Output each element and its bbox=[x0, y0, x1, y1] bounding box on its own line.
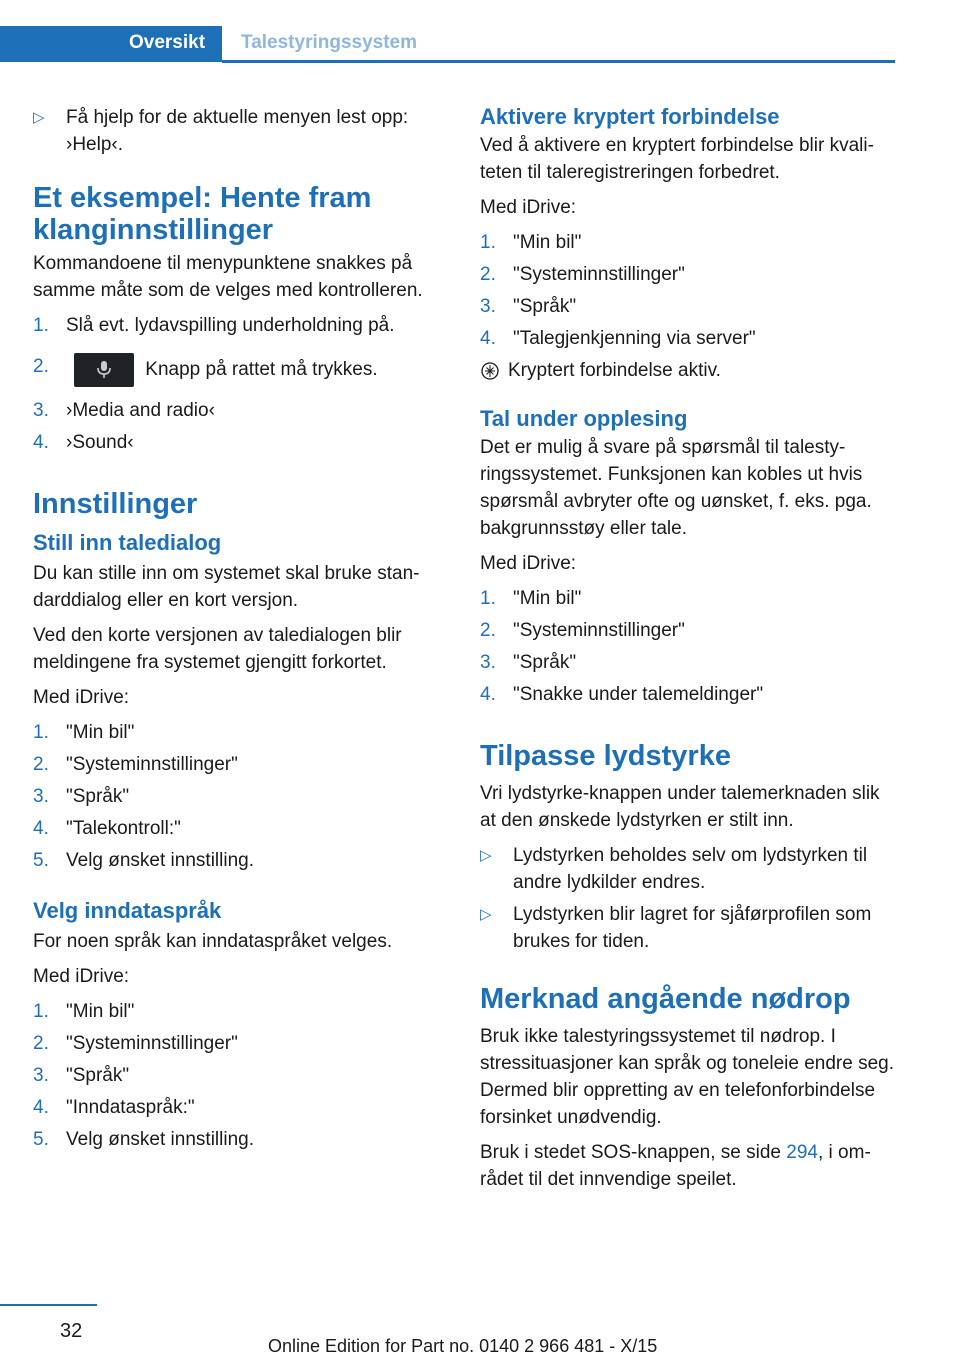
step-text: "Språk" bbox=[513, 296, 577, 317]
step-number: 2. bbox=[480, 264, 496, 285]
talk-heading: Tal under opplesing bbox=[480, 406, 688, 431]
list-item bbox=[33, 998, 443, 1025]
bullet-text: Lydstyrken blir lagret for sjåførprofilen som brukes for tiden. bbox=[513, 904, 872, 952]
bullet-text: Lydstyrken beholdes selv om lydstyrken til andre lydkilder endres. bbox=[513, 845, 868, 893]
step-number: 5. bbox=[33, 850, 49, 871]
step-number: 2. bbox=[480, 620, 496, 641]
input-paragraph: For noen språk kan inndataspråket velges. bbox=[33, 931, 393, 952]
input-language-heading: Velg inndataspråk bbox=[33, 898, 222, 923]
triangle-right-icon: ▷ bbox=[480, 847, 492, 864]
talk-idrive-label: Med iDrive: bbox=[480, 553, 577, 574]
dialog-heading: Still inn taledialog bbox=[33, 530, 222, 555]
example-heading: Et eksempel: Hente fram klanginnstillinger bbox=[33, 182, 372, 246]
example-intro: Kommandoene til menypunktene snakkes på samme måte som de velges med kontrolleren. bbox=[33, 253, 423, 301]
encrypted-connection-icon bbox=[480, 361, 500, 381]
page-link[interactable]: 294 bbox=[786, 1142, 818, 1163]
page-number: 32 bbox=[60, 1320, 83, 1342]
input-idrive-label: Med iDrive: bbox=[33, 966, 130, 987]
step-text: "Talekontroll:" bbox=[66, 818, 181, 839]
list-item bbox=[33, 429, 443, 456]
step-number: 4. bbox=[33, 818, 49, 839]
step-text: "Inndataspråk:" bbox=[66, 1097, 195, 1118]
emergency-text-pre: Bruk i stedet SOS-knappen, se side bbox=[480, 1142, 787, 1163]
step-number: 3. bbox=[33, 400, 49, 421]
step-number: 4. bbox=[480, 684, 496, 705]
step-text: "Min bil" bbox=[513, 232, 582, 253]
list-item bbox=[480, 842, 895, 896]
example-steps bbox=[33, 312, 443, 456]
emergency-paragraph-2 bbox=[480, 1139, 895, 1193]
step-text: Velg ønsket innstilling. bbox=[66, 1129, 254, 1150]
header-rule bbox=[222, 60, 895, 63]
step-number: 3. bbox=[33, 1065, 49, 1086]
list-item bbox=[480, 901, 895, 955]
volume-heading: Tilpasse lydstyrke bbox=[480, 740, 731, 772]
list-item bbox=[33, 397, 443, 424]
settings-heading: Innstillinger bbox=[33, 488, 198, 520]
step-number: 3. bbox=[33, 786, 49, 807]
dialog-paragraph-1: Du kan stille inn om systemet skal bruke standarddialog eller en kort versjon. bbox=[33, 563, 420, 611]
list-item bbox=[480, 261, 895, 288]
list-item bbox=[480, 649, 895, 676]
step-text: Velg ønsket innstilling. bbox=[66, 850, 254, 871]
step-number: 4. bbox=[33, 1097, 49, 1118]
footer-rule bbox=[0, 1304, 97, 1306]
list-item bbox=[33, 815, 443, 842]
list-item bbox=[33, 783, 443, 810]
step-number: 1. bbox=[33, 315, 49, 336]
list-item bbox=[33, 751, 443, 778]
list-item bbox=[33, 312, 443, 339]
input-steps bbox=[33, 998, 443, 1153]
list-item bbox=[33, 1126, 443, 1153]
dialog-paragraph-2: Ved den korte versjonen av taledialogen blir meldingene fra systemet gjengitt forkortet. bbox=[33, 625, 402, 673]
list-item bbox=[480, 585, 895, 612]
step-text: "Systeminnstillinger" bbox=[66, 754, 238, 775]
dialog-idrive-label: Med iDrive: bbox=[33, 687, 130, 708]
list-item bbox=[480, 681, 895, 708]
step-text: "Systeminnstillinger" bbox=[513, 264, 685, 285]
step-text: "Systeminnstillinger" bbox=[66, 1033, 238, 1054]
encryption-steps bbox=[480, 229, 895, 352]
encryption-status bbox=[480, 357, 895, 384]
step-text: ›Media and radio‹ bbox=[66, 400, 215, 421]
emergency-text-post: , i området til det innvendige speilet. bbox=[480, 1142, 871, 1190]
emergency-heading: Merknad angående nødrop bbox=[480, 983, 851, 1015]
encryption-paragraph: Ved å aktivere en kryptert forbindelse blir kvaliteten til taleregistreringen forbedret. bbox=[480, 135, 874, 183]
talk-paragraph: Det er mulig å svare på spørsmål til talestyringssystemet. Funksjonen kan kobles ut hvis spørsmål avbryter ofte og uønsket, f. eks. pga. bakgrunnsstøy eller tale. bbox=[480, 437, 872, 539]
encryption-idrive-label: Med iDrive: bbox=[480, 197, 577, 218]
list-item bbox=[480, 229, 895, 256]
list-item bbox=[480, 293, 895, 320]
list-item bbox=[33, 1062, 443, 1089]
step-text: "Talegjenkjenning via server" bbox=[513, 328, 756, 349]
triangle-right-icon: ▷ bbox=[33, 109, 45, 126]
list-item bbox=[33, 353, 443, 387]
encryption-heading: Aktivere kryptert forbindelse bbox=[480, 104, 780, 129]
step-number: 1. bbox=[33, 1001, 49, 1022]
step-text: Slå evt. lydavspilling underholdning på. bbox=[66, 315, 395, 336]
left-column bbox=[33, 104, 443, 1158]
step-number: 2. bbox=[33, 754, 49, 775]
step-number: 3. bbox=[480, 296, 496, 317]
help-list bbox=[33, 104, 443, 158]
talk-steps bbox=[480, 585, 895, 708]
step-text: Knapp på rattet må trykkes. bbox=[145, 359, 378, 381]
list-item bbox=[33, 719, 443, 746]
volume-bullets bbox=[480, 842, 895, 955]
step-number: 1. bbox=[480, 588, 496, 609]
step-text: "Min bil" bbox=[66, 722, 135, 743]
header-tab-oversikt[interactable]: Oversikt bbox=[129, 32, 206, 53]
list-item bbox=[33, 847, 443, 874]
step-text: ›Sound‹ bbox=[66, 432, 134, 453]
step-text: "Snakke under talemeldinger" bbox=[513, 684, 764, 705]
step-number: 3. bbox=[480, 652, 496, 673]
list-item bbox=[33, 1094, 443, 1121]
step-number: 2. bbox=[33, 1033, 49, 1054]
step-text: "Systeminnstillinger" bbox=[513, 620, 685, 641]
help-text: Få hjelp for de aktuelle menyen lest opp: ›Help‹. bbox=[66, 107, 409, 155]
step-number: 4. bbox=[33, 432, 49, 453]
triangle-right-icon: ▷ bbox=[480, 906, 492, 923]
step-number: 1. bbox=[33, 722, 49, 743]
volume-paragraph: Vri lydstyrke-knappen under talemerknaden slik at den ønskede lydstyrken er stilt inn. bbox=[480, 783, 880, 831]
edition-text: Online Edition for Part no. 0140 2 966 481 - X/15 bbox=[268, 1336, 658, 1356]
step-text: "Språk" bbox=[513, 652, 577, 673]
step-text: "Min bil" bbox=[513, 588, 582, 609]
list-item bbox=[480, 325, 895, 352]
step-text: "Min bil" bbox=[66, 1001, 135, 1022]
list-item bbox=[480, 617, 895, 644]
list-item bbox=[33, 1030, 443, 1057]
right-column bbox=[480, 104, 895, 1201]
header-tab-talestyringssystem[interactable]: Talestyringssystem bbox=[241, 32, 418, 53]
step-number: 4. bbox=[480, 328, 496, 349]
step-text: "Språk" bbox=[66, 786, 130, 807]
microphone-icon bbox=[74, 353, 134, 387]
step-number: 2. bbox=[33, 356, 49, 377]
encryption-status-text: Kryptert forbindelse aktiv. bbox=[508, 360, 721, 381]
step-number: 5. bbox=[33, 1129, 49, 1150]
step-number: 1. bbox=[480, 232, 496, 253]
step-text: "Språk" bbox=[66, 1065, 130, 1086]
list-item bbox=[33, 104, 443, 158]
emergency-paragraph-1: Bruk ikke talestyringssystemet til nødrop. I stressituasjoner kan språk og toneleie endre seg. Dermed blir oppretting av en telefonforbindelse forsinket unødvendig. bbox=[480, 1026, 895, 1128]
dialog-steps bbox=[33, 719, 443, 874]
